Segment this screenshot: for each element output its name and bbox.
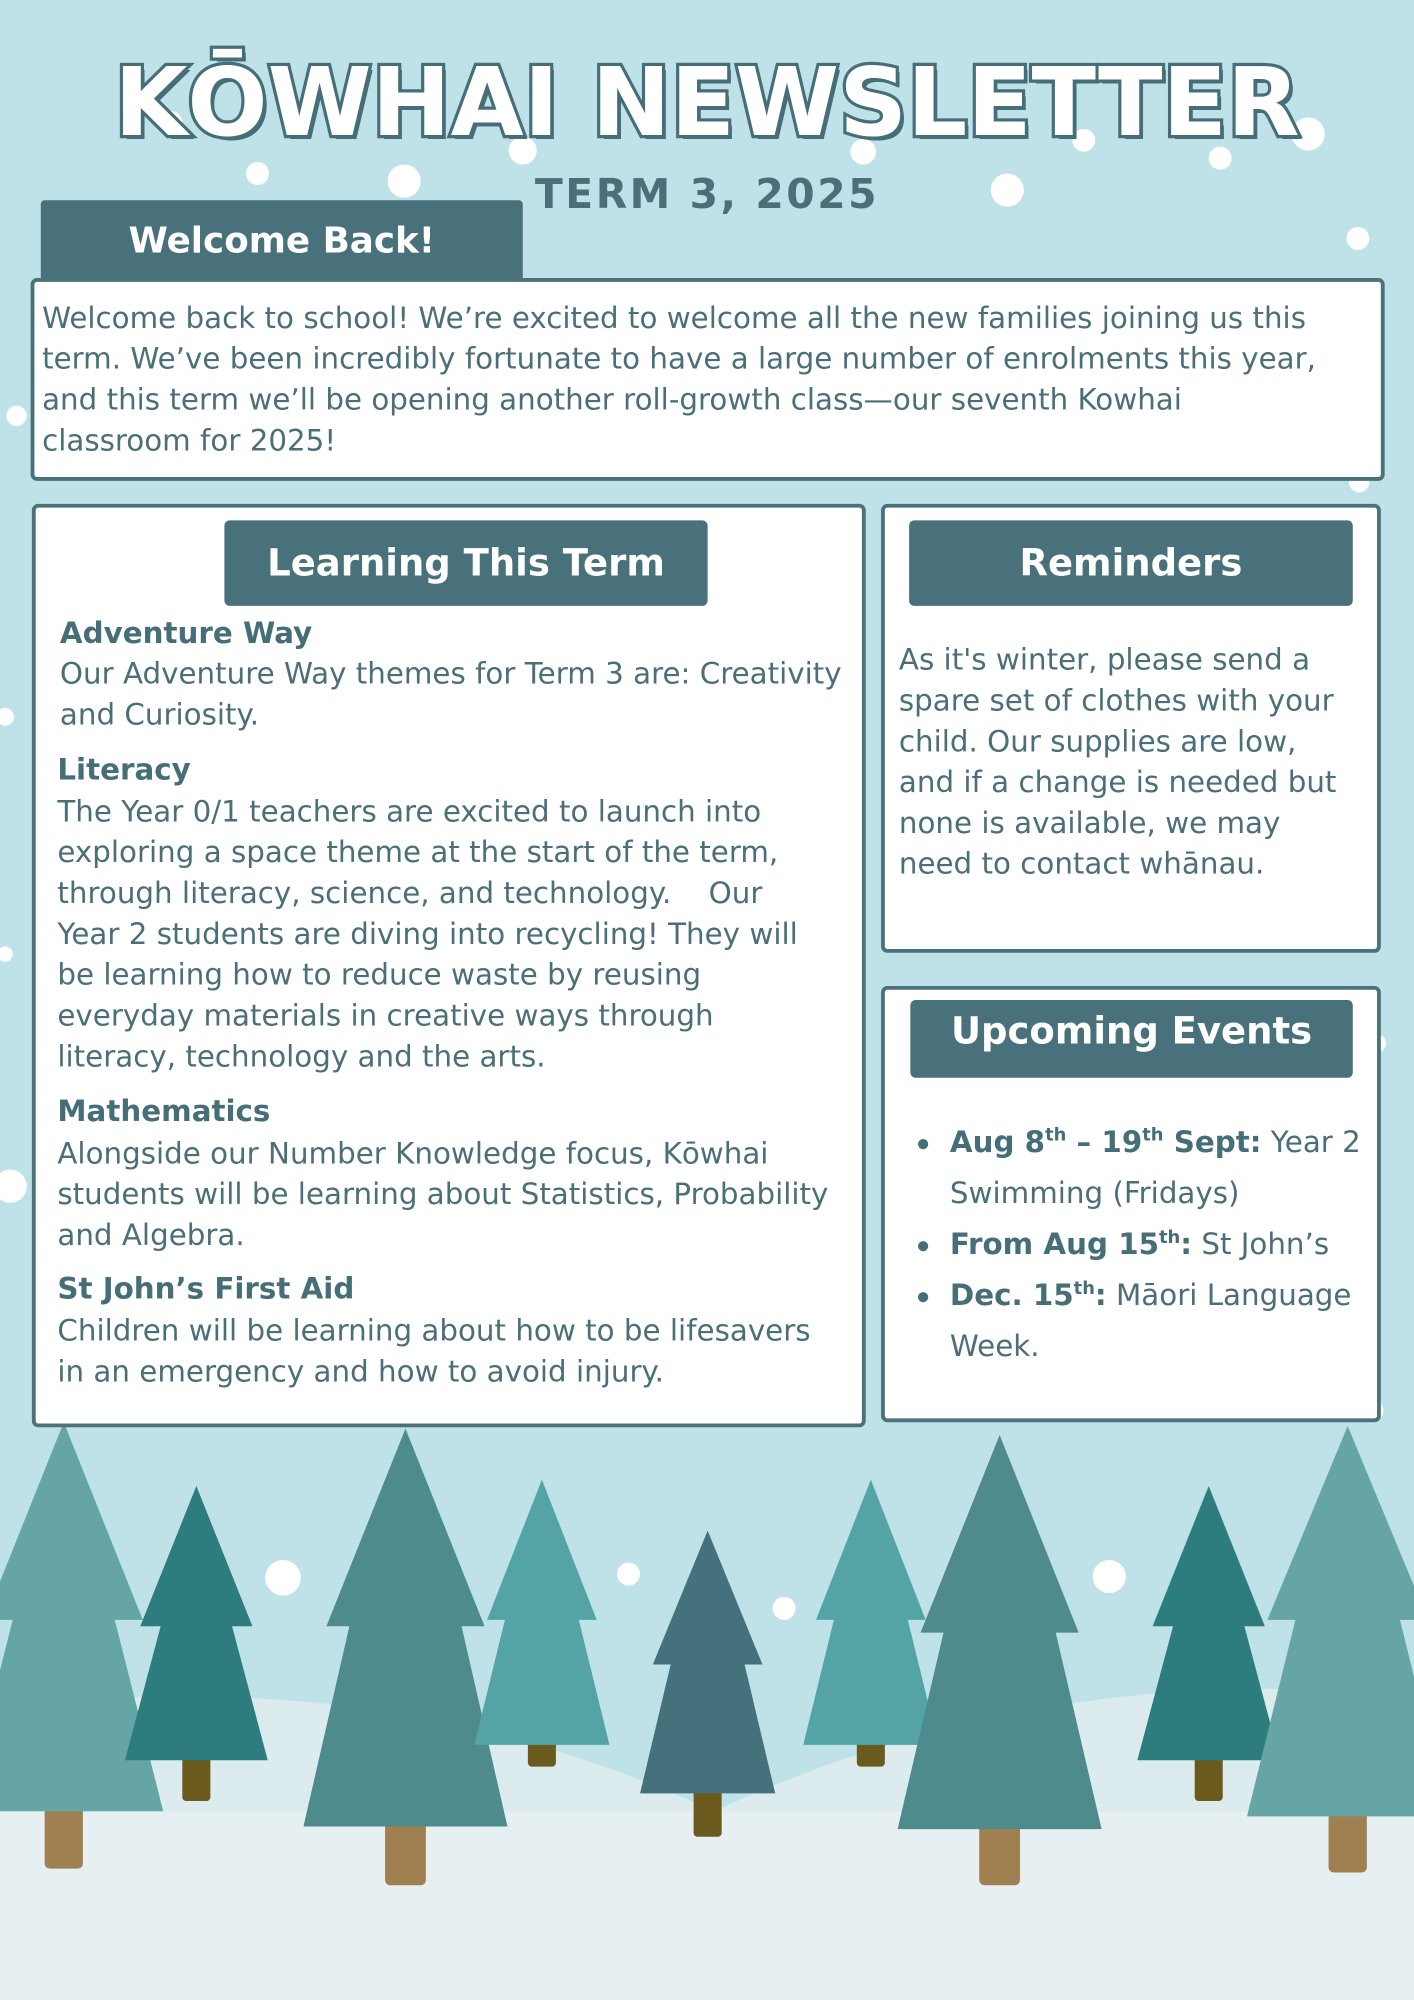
section-line: everyday materials in creative ways through xyxy=(57,999,714,1034)
welcome-line: term. We’ve been incredibly fortunate to have a large number of enrolments this year, xyxy=(42,343,1317,377)
events-heading: Upcoming Events xyxy=(910,1000,1352,1078)
reminder-line: As it's winter, please send a xyxy=(898,644,1311,678)
section-line: Year 2 students are diving into recycling! They will xyxy=(57,918,798,952)
section-line: literacy, technology and the arts. xyxy=(57,1040,546,1074)
event-date: From Aug 15th: xyxy=(949,1227,1193,1262)
section-line: and Curiosity. xyxy=(59,698,260,733)
reminder-line: none is available, we may xyxy=(898,807,1281,841)
event-text: Māori Language xyxy=(1106,1279,1352,1313)
event-item xyxy=(918,1270,1364,1372)
section-title: Mathematics xyxy=(57,1095,271,1129)
event-date: Dec. 15th: xyxy=(949,1278,1107,1313)
event-text: Year 2 xyxy=(1261,1126,1361,1160)
event-item xyxy=(918,1219,1364,1270)
event-text: Swimming (Fridays) xyxy=(949,1177,1240,1211)
section-line: students will be learning about Statistics, Probability xyxy=(57,1178,829,1212)
section-line: Our Adventure Way themes for Term 3 are: Creativity xyxy=(59,658,842,692)
section-title: St John’s First Aid xyxy=(57,1272,355,1307)
section-line: Children will be learning about how to be lifesavers xyxy=(57,1315,811,1349)
section-line: The Year 0/1 teachers are excited to launch into xyxy=(57,795,762,830)
welcome-line: and this term we’ll be opening another roll-growth class—our seventh Kowhai xyxy=(42,383,1182,418)
welcome-line: Welcome back to school! We’re excited to welcome all the new families joining us this xyxy=(42,302,1306,336)
section-line: be learning how to reduce waste by reusing xyxy=(57,959,702,993)
reminder-line: child. Our supplies are low, xyxy=(898,725,1297,759)
learning-heading: Learning This Term xyxy=(224,520,707,605)
newsletter-title: KŌWHAI NEWSLETTER xyxy=(114,48,1300,159)
reminders-heading: Reminders xyxy=(909,520,1353,605)
reminder-line: spare set of clothes with your xyxy=(898,684,1334,719)
section-line: Alongside our Number Knowledge focus, Kōwhai xyxy=(57,1137,769,1171)
welcome-line: classroom for 2025! xyxy=(42,424,337,458)
section-title: Literacy xyxy=(57,753,191,787)
event-item xyxy=(918,1117,1364,1219)
term-label: TERM 3, 2025 xyxy=(534,169,880,219)
section-line: in an emergency and how to avoid injury. xyxy=(57,1355,665,1390)
event-text: Week. xyxy=(949,1330,1040,1364)
welcome-heading: Welcome Back! xyxy=(41,200,523,279)
event-text: St John’s xyxy=(1192,1228,1330,1262)
section-line: exploring a space theme at the start of the term, xyxy=(57,836,779,870)
section-line: and Algebra. xyxy=(57,1219,245,1253)
section-title: Adventure Way xyxy=(59,617,313,651)
section-line: through literacy, science, and technology. Our xyxy=(57,877,763,911)
reminder-line: and if a change is needed but xyxy=(898,766,1337,800)
event-date: Aug 8th – 19th Sept: xyxy=(949,1125,1262,1160)
events-list xyxy=(918,1117,1364,1372)
reminder-line: need to contact whānau. xyxy=(898,848,1265,882)
